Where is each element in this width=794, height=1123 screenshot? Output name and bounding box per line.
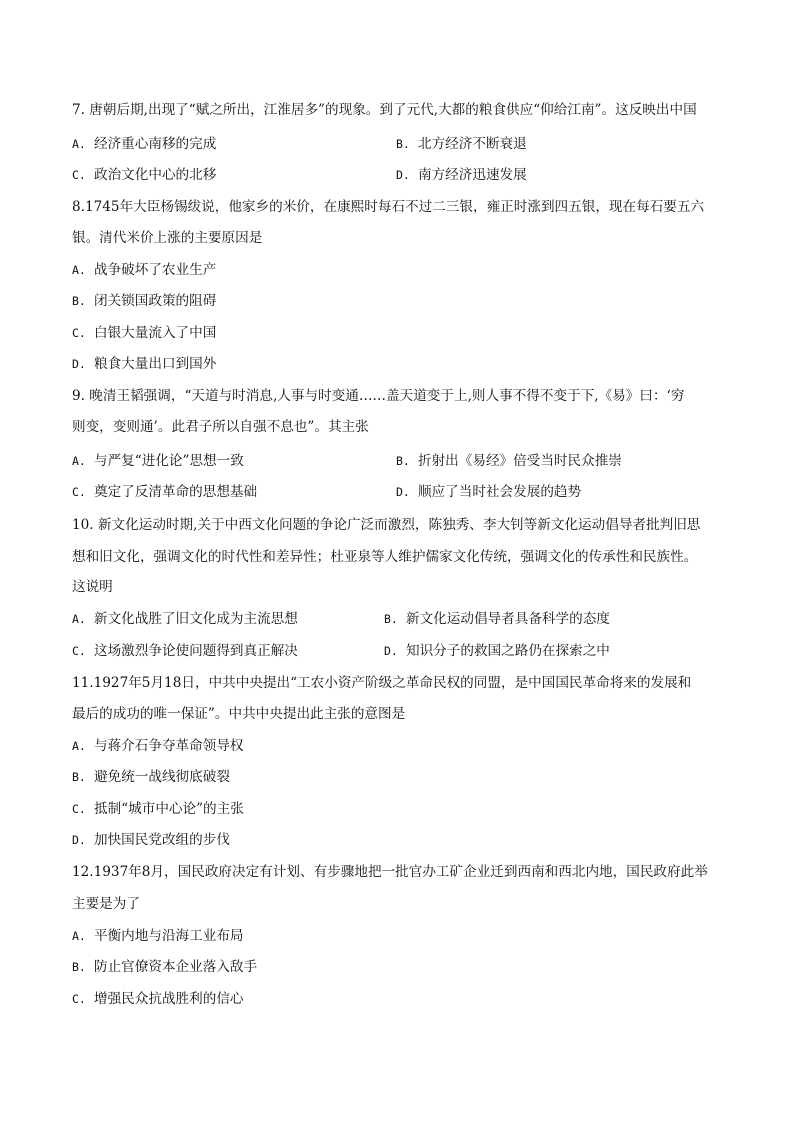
question-11-stem-line-2: 最后的成功的唯一保证”。中共中央提出此主张的意图是 [72, 706, 406, 722]
option-letter: C. [72, 992, 86, 1006]
question-9-option-a [72, 452, 244, 470]
question-8-option-d [72, 355, 216, 373]
option-text: 这场激烈争论使问题得到真正解决 [94, 643, 298, 659]
option-text: 粮食大量出口到国外 [94, 356, 217, 372]
option-text: 顺应了当时社会发展的趋势 [418, 484, 582, 500]
question-11-option-d [72, 831, 230, 849]
option-letter: B. [72, 294, 86, 308]
option-text: 与蒋介石争夺革命领导权 [94, 738, 244, 754]
question-8-option-a [72, 261, 216, 279]
question-12-option-a [72, 927, 244, 945]
option-text: 白银大量流入了中国 [94, 325, 217, 341]
option-letter: B. [396, 454, 410, 468]
question-12-stem-line-2: 主要是为了 [72, 896, 140, 912]
question-10-stem-line-3: 这说明 [72, 579, 113, 595]
option-text: 政治文化中心的北移 [94, 167, 217, 183]
question-9-option-c [72, 483, 257, 501]
option-text: 知识分子的救国之路仍在探索之中 [406, 643, 610, 659]
question-7-option-b [396, 135, 527, 153]
option-text: 闭关锁国政策的阻碍 [94, 293, 217, 309]
option-letter: A. [72, 137, 86, 151]
question-10-stem-line-1: 10. 新文化运动时期,关于中西文化问题的争论广泛而激烈，陈独秀、李大钊等新文化运动倡导者批判旧思 [72, 517, 701, 533]
question-11-option-a [72, 737, 244, 755]
option-text: 奠定了反清革命的思想基础 [94, 484, 258, 500]
option-letter: D. [72, 357, 86, 371]
question-11-option-c [72, 800, 244, 818]
option-letter: A. [72, 263, 86, 277]
question-12-option-b [72, 958, 257, 976]
option-letter: B. [396, 137, 410, 151]
option-text: 与严复“进化论”思想一致 [94, 453, 244, 469]
option-text: 经济重心南移的完成 [94, 136, 217, 152]
question-10-option-a [72, 610, 298, 628]
option-letter: B. [384, 612, 398, 626]
option-letter: A. [72, 612, 86, 626]
option-text: 平衡内地与沿海工业布局 [94, 928, 244, 944]
option-text: 防止官僚资本企业落入敌手 [94, 959, 258, 975]
question-9-stem-line-2: 则变，变则通’。此君子所以自强不息也”。其主张 [72, 419, 369, 435]
question-10-option-b [384, 610, 610, 628]
option-letter: C. [72, 168, 86, 182]
question-9-option-b [396, 452, 622, 470]
option-letter: C. [72, 485, 86, 499]
option-letter: C. [72, 802, 86, 816]
option-letter: C. [72, 644, 86, 658]
question-8-stem-line-2: 银。清代米价上涨的主要原因是 [72, 230, 263, 246]
question-12-stem-line-1: 12.1937年8月，国民政府决定有计划、有步骤地把一批官办工矿企业迁到西南和西北内地，国民政府此举 [72, 864, 708, 880]
option-letter: A. [72, 739, 86, 753]
question-9-option-d [396, 483, 581, 501]
question-9-stem-line-1: 9. 晚清王韬强调，“天道与时消息,人事与时变通……盖天道变于上,则人事不得不变于下,《易》曰：‘穷 [72, 388, 685, 404]
option-text: 避免统一战线彻底破裂 [94, 769, 230, 785]
option-letter: B. [72, 770, 86, 784]
question-8-option-b [72, 292, 216, 310]
option-text: 新文化运动倡导者具备科学的态度 [406, 611, 610, 627]
option-letter: D. [72, 833, 86, 847]
question-10-option-d [384, 642, 610, 660]
question-7-option-d [396, 166, 527, 184]
option-text: 新文化战胜了旧文化成为主流思想 [94, 611, 298, 627]
option-letter: C. [72, 326, 86, 340]
question-11-option-b [72, 768, 230, 786]
question-11-stem-line-1: 11.1927年5月18日，中共中央提出“工农小资产阶级之革命民权的同盟，是中国国民革命将来的发展和 [72, 675, 692, 691]
option-text: 南方经济迅速发展 [418, 167, 527, 183]
question-10-stem-line-2: 想和旧文化，强调文化的时代性和差异性；杜亚泉等人维护儒家文化传统，强调文化的传承性和民族性。 [72, 549, 698, 565]
option-text: 战争破坏了农业生产 [94, 262, 217, 278]
option-letter: D. [396, 168, 410, 182]
option-text: 北方经济不断衰退 [418, 136, 527, 152]
option-letter: D. [384, 644, 398, 658]
question-12-option-c [72, 990, 244, 1008]
question-7-stem-line-1: 7. 唐朝后期,出现了“赋之所出，江淮居多”的现象。到了元代,大都的粮食供应“仰给江南”。这反映出中国 [72, 102, 697, 118]
option-letter: A. [72, 929, 86, 943]
option-text: 加快国民党改组的步伐 [94, 832, 230, 848]
question-8-option-c [72, 324, 216, 342]
option-letter: A. [72, 454, 86, 468]
option-letter: B. [72, 960, 86, 974]
question-7-option-a [72, 135, 216, 153]
option-text: 抵制“城市中心论”的主张 [94, 801, 244, 817]
option-text: 增强民众抗战胜利的信心 [94, 991, 244, 1007]
question-8-stem-line-1: 8.1745年大臣杨锡绂说，他家乡的米价，在康熙时每石不过二三银，雍正时涨到四五银，现在每石要五六 [72, 199, 705, 215]
option-text: 折射出《易经》倍受当时民众推崇 [418, 453, 622, 469]
option-letter: D. [396, 485, 410, 499]
question-10-option-c [72, 642, 298, 660]
question-7-option-c [72, 166, 216, 184]
